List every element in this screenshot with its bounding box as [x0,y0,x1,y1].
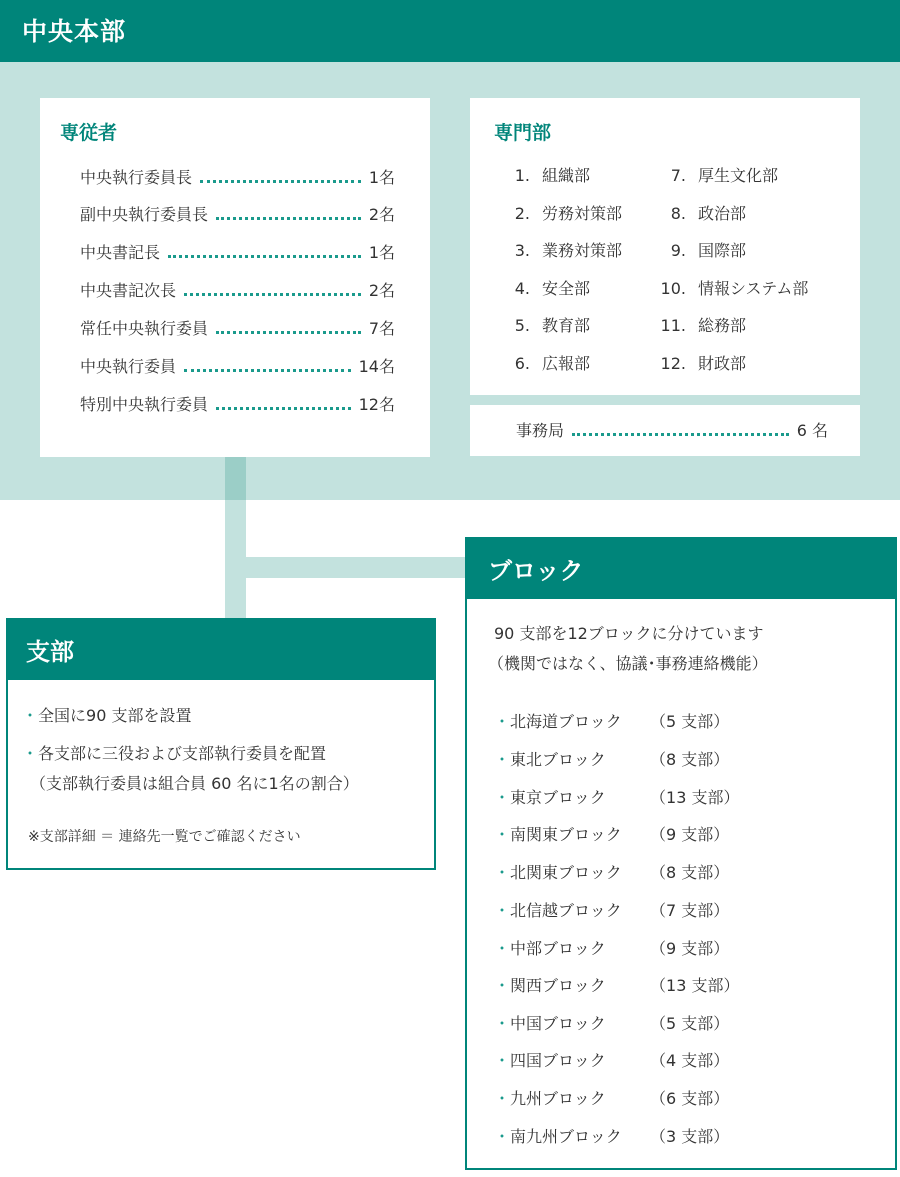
block-name: ・ 北関東ブロック [510,863,622,882]
connector-line [246,557,468,578]
department-item [500,202,622,226]
department-name: 組織部 [542,166,591,185]
department-item [656,202,746,226]
branch-title: 支部 [26,638,74,666]
staff-role: 副中央執行委員長 [80,205,209,224]
department-name: 広報部 [542,354,591,373]
leader-dots [200,180,361,183]
department-item [656,239,746,263]
department-number: 7. [670,166,686,185]
block-name: ・ 北海道ブロック [510,712,622,731]
block-count: （6 支部） [650,1089,730,1108]
department-number: 4. [514,279,530,298]
block-count: （8 支部） [650,863,730,882]
staff-count: 2名 [368,281,395,300]
staff-count: 7名 [368,319,395,338]
department-name: 厚生文化部 [698,166,779,185]
staff-row [80,317,395,341]
block-name: ・ 関西ブロック [510,976,606,995]
hq-header [0,0,900,62]
department-number: 8. [670,204,686,223]
block-title: ブロック [488,557,584,585]
staff-row [80,203,395,227]
department-number: 10. [660,279,686,298]
departments-heading: 専門部 [494,122,552,144]
block-name: ・ 九州ブロック [510,1089,606,1108]
department-number: 9. [670,241,686,260]
block-item [494,748,729,772]
department-number: 6. [514,354,530,373]
block-item [494,1012,729,1036]
branch-bullet-text: 各支部に三役および支部執行委員を配置 [38,744,327,763]
staff-count: 12名 [358,395,395,414]
department-number: 2. [514,204,530,223]
branch-bullet [22,742,326,766]
block-name: ・ 中部ブロック [510,939,606,958]
staff-row [80,241,395,265]
department-name: 政治部 [698,204,747,223]
block-count: （7 支部） [650,901,730,920]
leader-dots [184,293,361,296]
block-count: （5 支部） [650,1014,730,1033]
secretariat-label: 事務局 [516,421,565,440]
staff-row [80,279,395,303]
leader-dots [216,217,361,220]
block-item [494,1125,729,1149]
department-name: 教育部 [542,316,591,335]
department-number: 3. [514,241,530,260]
branch-bullet-text: 全国に90 支部を設置 [38,706,192,725]
department-name: 業務対策部 [542,241,623,260]
department-item [656,164,778,188]
department-name: 安全部 [542,279,591,298]
block-item [494,710,729,734]
department-number: 11. [660,316,686,335]
department-item [656,277,808,301]
staff-count: 2名 [368,205,395,224]
connector-line [225,457,246,500]
staff-heading: 専従者 [60,122,118,144]
staff-row [80,393,395,417]
hq-title: 中央本部 [22,17,127,46]
department-item [500,314,590,338]
block-item [494,937,729,961]
block-count: （3 支部） [650,1127,730,1146]
block-count: （8 支部） [650,750,730,769]
staff-count: 1名 [368,168,395,187]
leader-dots [216,331,361,334]
block-name: ・ 中国ブロック [510,1014,606,1033]
department-item [656,352,746,376]
block-count: （5 支部） [650,712,730,731]
block-name: ・ 南九州ブロック [510,1127,622,1146]
department-name: 総務部 [698,316,747,335]
staff-role: 常任中央執行委員 [80,319,209,338]
department-item [656,314,746,338]
block-item [494,974,739,998]
department-item [500,239,622,263]
block-item [494,1049,729,1073]
block-count: （4 支部） [650,1051,730,1070]
block-name: ・ 東京ブロック [510,788,606,807]
block-item [494,861,729,885]
department-item [500,277,590,301]
staff-count: 1名 [368,243,395,262]
block-count: （9 支部） [650,825,730,844]
branch-bullet-sub: （支部執行委員は組合員 60 名に1名の割合） [30,774,359,793]
department-number: 1. [514,166,530,185]
block-intro: 90 支部を12ブロックに分けています [494,624,764,643]
branch-bullet [22,704,191,728]
leader-dots [168,255,361,258]
block-name: ・ 四国ブロック [510,1051,606,1070]
block-item [494,899,729,923]
block-name: ・ 南関東ブロック [510,825,622,844]
department-name: 情報システム部 [698,279,809,298]
block-intro-note: （機関ではなく、協議･事務連絡機能） [488,654,768,673]
department-item [500,164,590,188]
branch-note: ※支部詳細 ＝ 連絡先一覧でご確認ください [28,829,301,845]
staff-row [80,355,395,379]
staff-row [80,166,395,190]
block-count: （13 支部） [650,976,740,995]
block-name: ・ 北信越ブロック [510,901,622,920]
leader-dots [184,369,351,372]
staff-role: 中央書記次長 [80,281,177,300]
staff-role: 中央執行委員長 [80,168,193,187]
secretariat-count: 6 名 [796,421,828,440]
leader-dots [216,407,351,410]
block-item [494,823,729,847]
secretariat-row [516,419,828,443]
staff-role: 特別中央執行委員 [80,395,209,414]
block-name: ・ 東北ブロック [510,750,606,769]
block-item [494,786,739,810]
staff-role: 中央執行委員 [80,357,177,376]
department-number: 12. [660,354,686,373]
block-count: （13 支部） [650,788,740,807]
department-name: 国際部 [698,241,747,260]
connector-line [225,500,246,620]
department-item [500,352,590,376]
department-number: 5. [514,316,530,335]
block-count: （9 支部） [650,939,730,958]
department-name: 労務対策部 [542,204,623,223]
staff-count: 14名 [358,357,395,376]
staff-role: 中央書記長 [80,243,161,262]
block-item [494,1087,729,1111]
department-name: 財政部 [698,354,747,373]
leader-dots [572,433,789,436]
